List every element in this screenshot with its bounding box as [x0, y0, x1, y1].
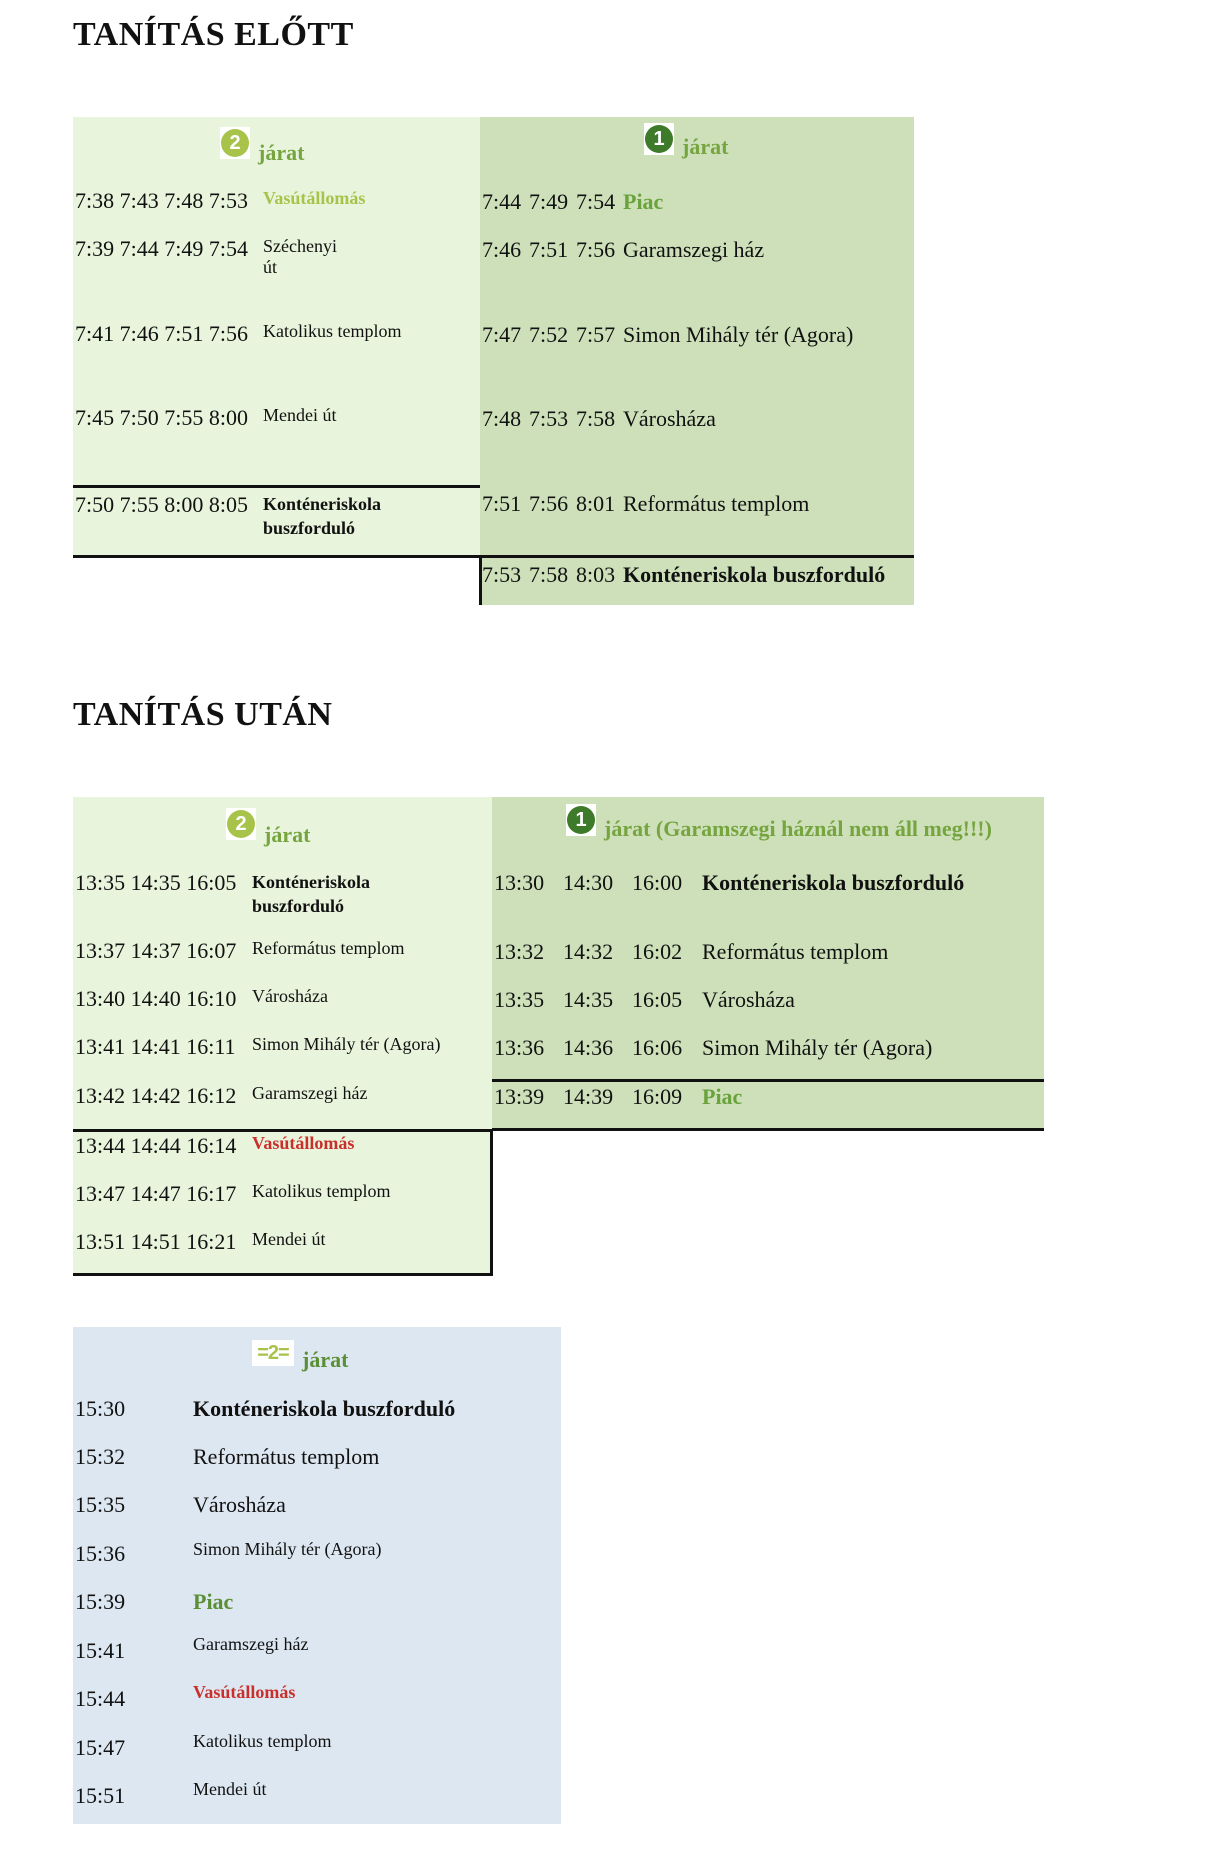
route-label: járat: [264, 822, 311, 847]
after-route1-header: [566, 798, 992, 842]
list-item: 13:30 14:30 16:00 Konténeriskola buszforduló: [494, 870, 965, 895]
route-2-badge-icon: 2: [226, 808, 256, 840]
list-item: 15:44 Vasútállomás: [75, 1682, 296, 1711]
after-title: TANÍTÁS UTÁN: [73, 696, 333, 733]
list-item: 13:40 14:40 16:10 Városháza: [75, 986, 328, 1011]
list-item: 15:41 Garamszegi ház: [75, 1634, 309, 1663]
after-route2-header: [226, 800, 310, 848]
list-item: 7:51 7:56 8:01 Református templom: [482, 491, 810, 516]
route2b-header: [252, 1333, 348, 1373]
list-item: 13:35 14:35 16:05 Konténeriskola buszforduló: [75, 870, 371, 916]
list-item: 7:45 7:50 7:55 8:00 Mendei út: [75, 405, 337, 430]
divider: [490, 1129, 493, 1275]
list-item: 7:39 7:44 7:49 7:54 Széchenyi út: [75, 236, 337, 277]
list-item: 7:41 7:46 7:51 7:56 Katolikus templom: [75, 321, 402, 346]
list-item: 15:39 Piac: [75, 1589, 234, 1614]
divider: [480, 555, 914, 558]
route-1-badge-icon: 1: [644, 123, 674, 155]
list-item: 13:32 14:32 16:02 Református templom: [494, 939, 889, 964]
list-item: 15:47 Katolikus templom: [75, 1731, 332, 1760]
divider: [73, 485, 480, 488]
list-item: 7:47 7:52 7:57 Simon Mihály tér (Agora): [482, 322, 854, 347]
route-label: járat: [682, 134, 729, 159]
list-item: 13:39 14:39 16:09 Piac: [494, 1084, 743, 1109]
list-item: 13:51 14:51 16:21 Mendei út: [75, 1229, 326, 1254]
list-item: 13:42 14:42 16:12 Garamszegi ház: [75, 1083, 368, 1108]
list-item: 13:47 14:47 16:17 Katolikus templom: [75, 1181, 391, 1206]
list-item: 15:30 Konténeriskola buszforduló: [75, 1396, 456, 1421]
before-route2-header: [220, 120, 304, 166]
divider: [73, 1273, 493, 1276]
route-label: járat: [302, 1347, 349, 1372]
route-1-badge-icon: 1: [566, 804, 596, 836]
route-label: járat (Garamszegi háznál nem áll meg!!!): [604, 816, 992, 841]
divider: [492, 1128, 1044, 1131]
divider: [492, 1079, 1044, 1082]
list-item: 13:41 14:41 16:11 Simon Mihály tér (Agora): [75, 1034, 441, 1059]
route-2-express-badge-icon: =2=: [252, 1340, 294, 1366]
before-route1-header: [644, 118, 728, 160]
list-item: 13:35 14:35 16:05 Városháza: [494, 987, 795, 1012]
divider: [479, 555, 482, 605]
before-title: TANÍTÁS ELŐTT: [73, 16, 354, 53]
list-item: 7:46 7:51 7:56 Garamszegi ház: [482, 237, 765, 262]
route-2-badge-icon: 2: [220, 127, 250, 159]
list-item: 7:48 7:53 7:58 Városháza: [482, 406, 716, 431]
list-item: 15:35 Városháza: [75, 1492, 286, 1517]
list-item: 15:51 Mendei út: [75, 1779, 267, 1808]
divider: [73, 1129, 493, 1132]
list-item: 15:32 Református templom: [75, 1444, 380, 1469]
list-item: 7:50 7:55 8:00 8:05 Konténeriskola buszforduló: [75, 492, 382, 538]
list-item: 7:44 7:49 7:54 Piac: [482, 189, 664, 214]
list-item: 7:53 7:58 8:03 Konténeriskola buszforduló: [482, 562, 886, 587]
divider: [73, 555, 480, 558]
route-label: járat: [258, 140, 305, 165]
list-item: 13:36 14:36 16:06 Simon Mihály tér (Agora): [494, 1035, 933, 1060]
list-item: 13:37 14:37 16:07 Református templom: [75, 938, 405, 963]
list-item: 13:44 14:44 16:14 Vasútállomás: [75, 1133, 355, 1158]
list-item: 15:36 Simon Mihály tér (Agora): [75, 1539, 382, 1566]
list-item: 7:38 7:43 7:48 7:53 Vasútállomás: [75, 188, 366, 213]
